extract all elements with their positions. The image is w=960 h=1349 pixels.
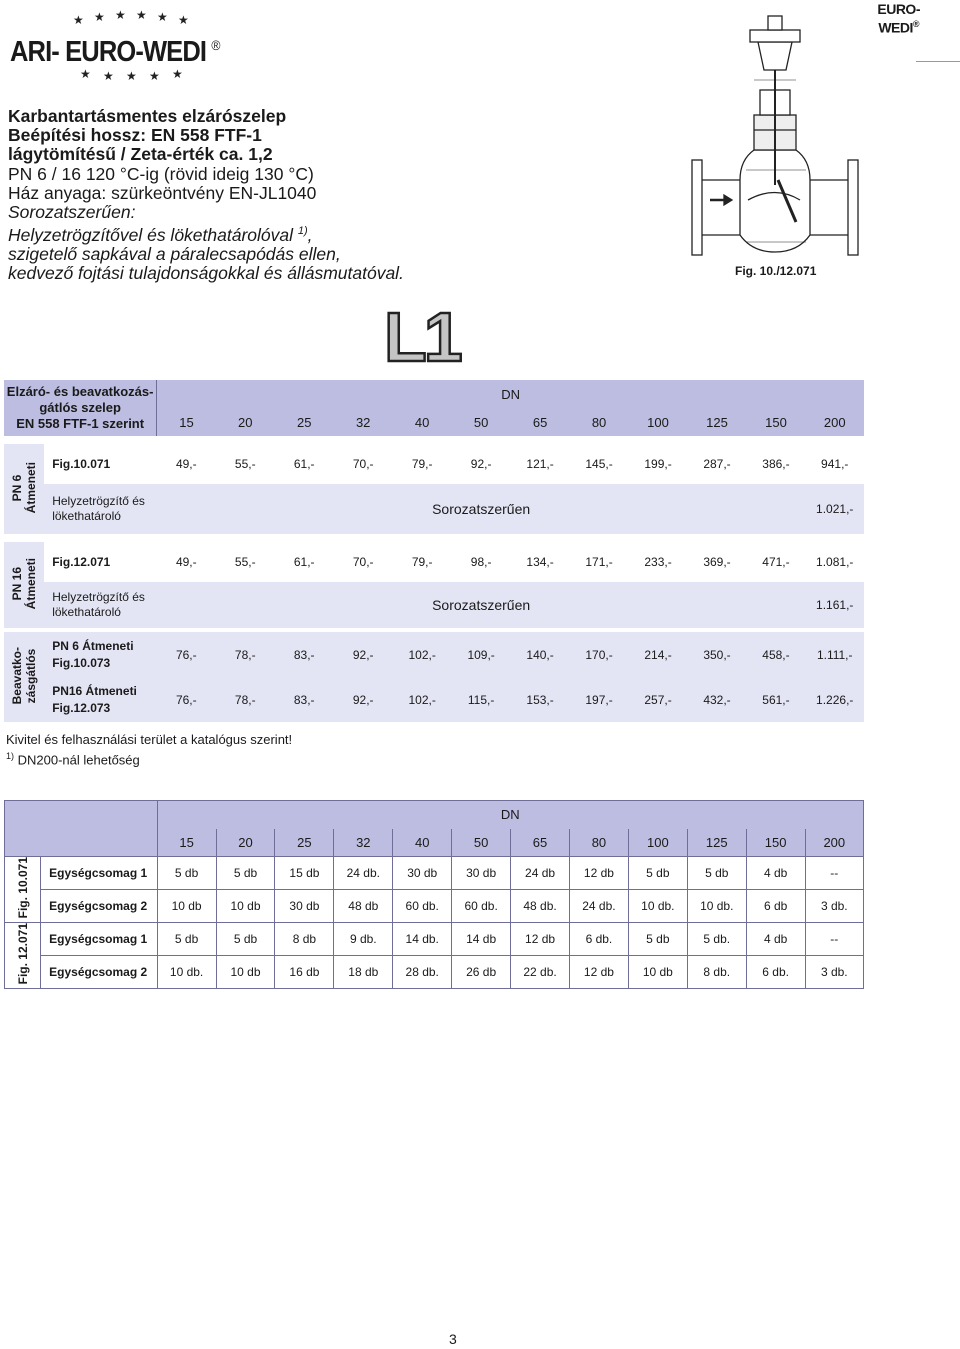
package-cell: 48 db. [511,890,570,923]
package-cell: 3 db. [805,890,863,923]
corner-logo-line2: WEDI [878,19,913,36]
svg-text:★: ★ [80,67,91,80]
price-cell: 369,- [703,555,731,569]
dn-size-cell: 100 [628,829,687,857]
footnote-marker: 1) [6,751,15,761]
dn-size-cell: 80 [591,414,607,430]
price-cell: 79,- [411,457,433,471]
dn-size-cell: 200 [823,414,846,430]
package-cell: -- [805,923,863,956]
table-row [4,542,864,582]
package-cell: 6 db. [569,923,628,956]
price-cell: 171,- [585,555,613,569]
option-label-line1: Helyzetrögzítő és [52,494,145,508]
package-cell: 6 db. [746,956,805,989]
package-cell: 30 db [452,857,511,890]
price-cell: 115,- [467,692,495,707]
package-cell: 26 db [452,956,511,989]
package-cell: 10 db. [687,890,746,923]
dn-size-cell: 32 [334,829,393,857]
package-cell: 3 db. [805,956,863,989]
package-group-text: Fig. 10.071 [15,857,30,919]
dn-size-cell: 150 [746,829,805,857]
package-cell: 12 db [569,956,628,989]
intro-line-1: Karbantartásmentes elzárószelep [8,106,287,126]
price-cell: 1.111,- [816,647,853,662]
row-label-option [44,484,157,534]
intro-line-4: PN 6 / 16 120 °C-ig (rövid ideig 130 °C) [8,163,314,184]
product-label: L1 [384,298,460,376]
svg-text:★: ★ [94,10,105,24]
group-label-beav [4,632,44,722]
valve-drawing [688,10,864,260]
price-cell: 102,- [408,692,436,707]
package-row [5,890,864,923]
package-cell: 30 db [275,890,334,923]
package-row [5,956,864,989]
product-description [8,107,568,284]
option-label-line1: Helyzetrögzítő és [52,590,145,604]
package-cell: 5 db [157,923,216,956]
price-cell: 145,- [585,457,613,471]
package-cell: 4 db [746,923,805,956]
price-cell: 83,- [293,647,315,662]
price-cell: 55,- [234,555,256,569]
package-header-empty [5,801,158,857]
package-cell: 12 db [569,857,628,890]
group-beav-text: Beavatko- zásgátlós [10,646,39,705]
dn-size-cell: 15 [179,414,194,430]
package-cell: 10 db [216,956,275,989]
package-cell: 6 db [746,890,805,923]
beav1-line2: Fig.10.073 [52,655,111,670]
price-cell: 102,- [408,647,436,662]
svg-text:★: ★ [178,13,189,27]
header-desc-line2: gátlós szelep [39,400,121,415]
intro-line-7-end: , [307,225,313,246]
package-cell: 60 db. [452,890,511,923]
dn-size-cell: 65 [511,829,570,857]
price-cell: 350,- [703,647,731,662]
price-cell: 70,- [352,555,374,569]
dn-size-cell: 40 [414,414,430,430]
table-row [4,444,864,484]
figure-caption: Fig. 10./12.071 [735,264,817,278]
package-cell: 5 db [628,923,687,956]
dn-size-cell: 32 [355,414,371,430]
corner-logo-line1: EURO- [877,1,920,17]
row-label-beav1 [44,632,157,677]
package-cell: 24 db. [334,857,393,890]
package-cell: 15 db [275,857,334,890]
package-cell: 22 db. [511,956,570,989]
table-header-description [4,380,157,436]
svg-text:★: ★ [115,10,126,22]
intro-line-6: Sorozatszerűen: [8,202,136,223]
package-cell: 14 db [452,923,511,956]
intro-line-5: Ház anyaga: szürkeöntvény EN-JL1040 [8,182,317,203]
dn-header: DN [501,386,521,402]
package-cell: 8 db. [687,956,746,989]
beav2-line1: PN16 Átmeneti [52,683,137,698]
package-cell: 10 db. [628,890,687,923]
svg-text:★: ★ [126,69,137,80]
price-cell: 432,- [703,692,731,707]
dn-size-cell: 20 [216,829,275,857]
price-cell: 170,- [585,647,613,662]
package-cell: 5 db. [687,923,746,956]
corner-registered-mark: ® [912,19,920,29]
price-cell: 61,- [293,555,315,569]
footnote-2: DN200-nál lehetőség [14,752,140,768]
price-cell: 199,- [644,457,672,471]
package-cell: 48 db [334,890,393,923]
dn-size-cell: 15 [157,829,216,857]
intro-line-8: szigetelő sapkával a páralecsapódás ellen, [8,244,341,265]
package-cell: 14 db. [393,923,452,956]
dn-size-cell: 25 [275,829,334,857]
price-cell: 233,- [644,555,672,569]
price-cell: 78,- [234,692,256,707]
dn-size-cell: 100 [647,414,669,430]
price-cell: 55,- [234,457,256,471]
package-cell: 10 db [216,890,275,923]
row-label-fig10: Fig.10.071 [52,457,111,471]
logo-text: ARI- EURO-WEDI [10,36,207,68]
package-cell: 28 db. [393,956,452,989]
table-row [4,677,864,722]
dn-size-cell: 50 [473,414,489,430]
row-label-beav2 [44,677,157,722]
footnote-ref: 1) [297,225,308,238]
package-cell: 18 db [334,956,393,989]
group-pn6-text: PN 6 Átmeneti [10,461,39,514]
header-desc-line1: Elzáró- és beavatkozás- [6,384,154,399]
group-label-fig12 [5,923,41,989]
series-cell: Sorozatszerűen [432,501,531,517]
package-row-label: Egységcsomag 2 [41,956,158,989]
table-row [4,484,864,534]
svg-text:★: ★ [136,10,147,22]
price-cell: 76,- [175,692,197,707]
dn-size-cell: 200 [805,829,863,857]
option-label-line2: lökethatároló [52,605,121,619]
price-cell: 1.226,- [816,692,854,707]
price-cell: 98,- [470,555,492,569]
package-dn-header: DN [157,801,863,829]
registered-mark: ® [211,37,220,54]
price-cell: 134,- [526,555,554,569]
price-cell: 1.081,- [816,555,854,569]
intro-line-3: lágytömítésű / Zeta-érték ca. 1,2 [8,144,273,165]
header-desc-line3: EN 558 FTF-1 szerint [16,416,145,431]
table-row [4,632,864,677]
price-cell: 561,- [762,692,790,707]
package-cell: 5 db [216,857,275,890]
package-cell: -- [805,857,863,890]
beav2-line2: Fig.12.073 [52,700,111,715]
svg-text:★: ★ [149,69,160,80]
table-row [4,582,864,628]
price-cell: 79,- [411,555,433,569]
dn-size-cell: 20 [238,414,253,430]
dn-size-cell: 125 [706,414,728,430]
package-cell: 10 db [157,890,216,923]
price-cell: 257,- [644,692,672,707]
price-cell: 92,- [352,647,374,662]
svg-text:★: ★ [172,67,183,80]
intro-line-7-text: Helyzetrögzítővel és lökethatárolóval [8,225,294,246]
package-cell: 4 db [746,857,805,890]
svg-text:★: ★ [103,69,114,80]
group-label-pn16 [4,542,44,628]
package-cell: 5 db [687,857,746,890]
dn-size-cell: 50 [452,829,511,857]
svg-text:★: ★ [73,13,84,27]
price-cell: 76,- [175,647,197,662]
price-cell: 109,- [467,647,495,662]
company-logo [10,36,220,69]
dn-size-cell: 25 [296,414,312,430]
package-cell: 60 db. [393,890,452,923]
price-cell: 386,- [762,457,790,471]
price-cell: 78,- [234,647,256,662]
price-cell: 49,- [175,555,197,569]
beav1-line1: PN 6 Átmeneti [52,638,134,653]
group-pn16-text: PN 16 Átmeneti [10,557,39,610]
package-cell: 24 db. [569,890,628,923]
price-cell: 153,- [526,692,554,707]
price-cell: 70,- [352,457,374,471]
package-row-label: Egységcsomag 1 [41,923,158,956]
price-cell: 1.021,- [816,502,854,516]
price-cell: 471,- [762,555,790,569]
package-row-label: Egységcsomag 1 [41,857,158,890]
option-label-line2: lökethatároló [52,509,121,523]
price-cell: 92,- [352,692,374,707]
package-group-text: Fig. 12.071 [15,923,30,985]
price-cell: 49,- [175,457,197,471]
package-row [5,923,864,956]
price-cell: 1.161,- [816,598,854,612]
series-cell: Sorozatszerűen [432,597,531,613]
price-cell: 140,- [526,647,554,662]
intro-line-7 [8,222,568,245]
price-cell: 83,- [293,692,315,707]
price-table [4,380,864,722]
corner-divider [916,61,960,62]
footnote-1: Kivitel és felhasználási terület a katalógus szerint! [6,732,293,747]
price-cell: 61,- [293,457,315,471]
package-cell: 10 db [628,956,687,989]
row-label-fig12: Fig.12.071 [52,555,111,569]
dn-size-cell: 125 [687,829,746,857]
dn-size-cell: 80 [569,829,628,857]
price-cell: 197,- [585,692,613,707]
package-table-body [5,857,864,989]
package-cell: 9 db. [334,923,393,956]
package-cell: 10 db. [157,956,216,989]
package-cell: 5 db [628,857,687,890]
price-cell: 458,- [762,647,790,662]
package-cell: 24 db [511,857,570,890]
dn-size-cell: 40 [393,829,452,857]
page-number: 3 [449,1331,457,1347]
package-cell: 5 db [216,923,275,956]
dn-size-cell: 150 [765,414,787,430]
corner-logo [877,2,920,36]
package-cell: 12 db [511,923,570,956]
package-cell: 30 db [393,857,452,890]
price-cell: 287,- [703,457,731,471]
intro-line-2: Beépítési hossz: EN 558 FTF-1 [8,125,262,146]
group-label-fig10 [5,857,41,923]
svg-text:★: ★ [157,10,168,24]
group-label-pn6 [4,444,44,534]
package-cell: 8 db [275,923,334,956]
price-cell: 92,- [470,457,492,471]
package-table [4,800,864,989]
package-row-label: Egységcsomag 2 [41,890,158,923]
intro-line-9: kedvező fojtási tulajdonságokkal és állásmutatóval. [8,263,404,284]
price-cell: 214,- [644,647,672,662]
package-cell: 16 db [275,956,334,989]
footnotes [6,731,292,768]
price-cell: 121,- [526,457,554,471]
dn-size-cell: 65 [532,414,548,430]
row-label-option [44,582,157,628]
package-cell: 5 db [157,857,216,890]
price-cell: 941,- [821,457,849,471]
package-row [5,857,864,890]
